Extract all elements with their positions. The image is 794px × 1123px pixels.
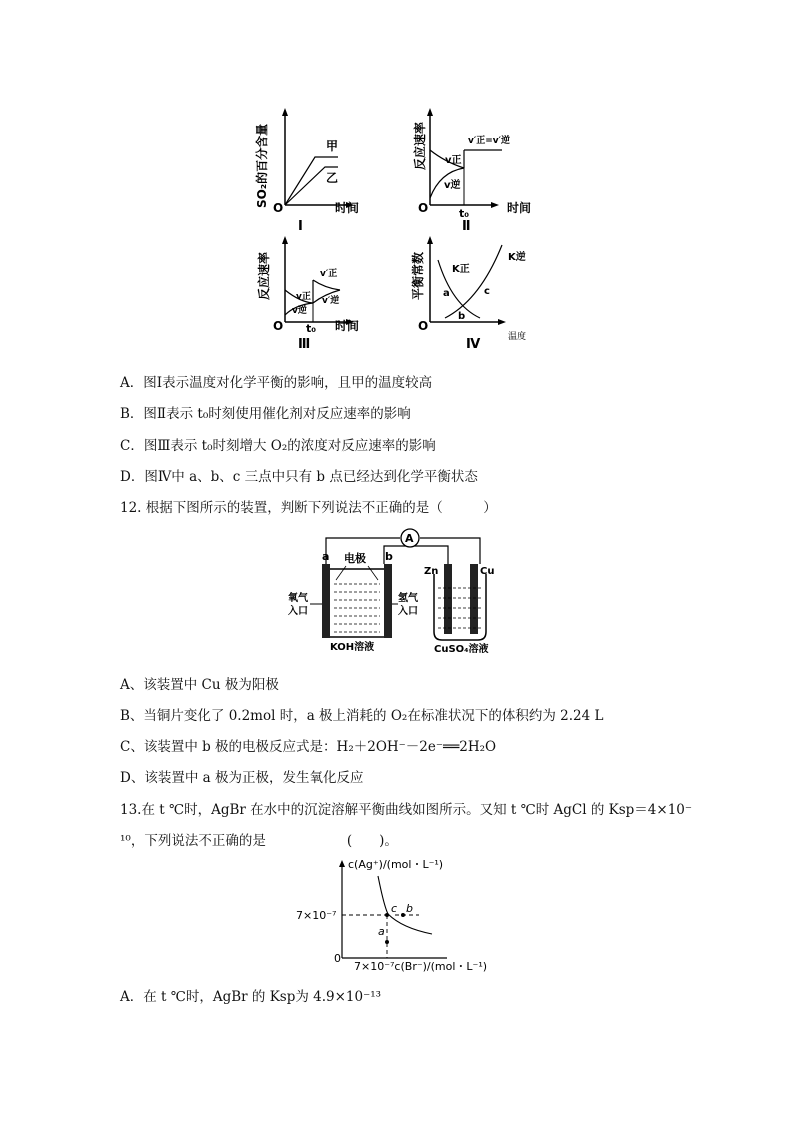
graph4-point-b: b [458,311,466,322]
point-a: a [378,925,385,938]
cuso4-solution: CuSO₄溶液 [434,644,489,655]
graph4-ylabel: 平衡常数 [411,251,425,300]
y-tick: 7×10⁻⁷ [296,909,337,922]
graph-2 [412,108,531,234]
graph3-v-fwd: v正 [296,292,311,302]
graph3-t0: t₀ [306,322,317,335]
x-axis-label: 7×10⁻⁷c(Br⁻)/(mol・L⁻¹) [354,960,488,973]
q12-option-c: C、该装置中 b 极的电极反应式是：H₂＋2OH⁻－2e⁻══2H₂O [120,739,497,755]
graph3-origin: O [273,319,284,333]
graph1-ylabel: SO₂的百分含量 [255,123,269,208]
q13-option-a: A．在 t ℃时，AgBr 的 Ksp为 4.9×10⁻¹³ [120,989,382,1005]
origin: 0 [334,952,341,965]
ammeter-label: A [405,532,414,545]
electrode-b: b [385,550,393,563]
graph2-xlabel: 时间 [507,201,532,215]
graph-4 [410,236,526,352]
zn-electrode: Zn [424,566,439,577]
graph4-k-fwd: K正 [452,264,470,275]
graph3-xlabel: 时间 [335,319,360,333]
q12-option-d: D、该装置中 a 极为正极，发生氧化反应 [120,770,364,786]
gas-oxygen: 氧气 [288,593,308,604]
graph4-point-c: c [484,286,490,297]
point-b: b [406,902,413,915]
graph2-eq: v′正=v′逆 [468,136,511,146]
graph2-v-rev: v逆 [444,180,461,191]
graph1-origin: O [273,201,284,215]
q13-figure [292,856,512,976]
q12-option-a: A、该装置中 Cu 极为阳极 [120,677,279,693]
graph4-origin: O [418,319,429,333]
graph-3 [256,236,359,352]
inlet-right: 入口 [398,606,418,617]
cu-electrode: Cu [480,566,495,577]
graph1-series-jia: 甲 [326,139,339,153]
q11-option-c: C．图Ⅲ表示 t₀时刻增大 O₂的浓度对反应速率的影响 [120,438,436,454]
graph1-roman: Ⅰ [298,219,303,234]
graph3-ylabel: 反应速率 [257,251,271,300]
graph4-xlabel: 温度 [508,332,527,342]
q11-option-d: D．图Ⅳ中 a、b、c 三点中只有 b 点已经达到化学平衡状态 [120,469,478,485]
q12-figure [288,524,498,656]
electrode-a: a [322,550,330,563]
graph4-point-a: a [443,288,450,299]
graph2-t0: t₀ [459,207,470,220]
y-axis-label: c(Ag⁺)/(mol・L⁻¹) [348,858,444,871]
gas-hydrogen: 氢气 [398,593,418,604]
point-c: c [391,902,398,915]
graph-1 [254,108,359,234]
graph4-roman: Ⅳ [466,337,481,352]
graph3-v-fwd2: v′正 [320,269,338,279]
graph4-k-rev: K逆 [508,252,526,263]
graph2-origin: O [418,201,429,215]
q12-stem: 12. 根据下图所示的装置，判断下列说法不正确的是（ ） [120,500,497,516]
graph2-ylabel: 反应速率 [413,121,427,170]
graph1-xlabel: 时间 [335,201,360,215]
q13-stem-line1: 13.在 t ℃时，AgBr 在水中的沉淀溶解平衡曲线如图所示。又知 t ℃时 AgCl 的 Ksp＝4×10⁻ [120,802,693,818]
electrode-label: 电极 [344,552,366,565]
q11-option-a: A．图Ⅰ表示温度对化学平衡的影响，且甲的温度较高 [120,375,433,391]
q11-figure [240,100,550,355]
graph3-v-rev2: v′逆 [322,296,340,306]
graph2-v-fwd: v正 [445,155,462,166]
graph2-roman: Ⅱ [462,219,471,234]
inlet-left: 入口 [288,606,308,617]
graph3-v-rev: v逆 [292,306,307,316]
q11-option-b: B．图Ⅱ表示 t₀时刻使用催化剂对反应速率的影响 [120,406,411,422]
graph3-roman: Ⅲ [298,337,311,352]
q12-option-b: B、当铜片变化了 0.2mol 时，a 极上消耗的 O₂在标准状况下的体积约为 2.24 L [120,708,604,724]
q13-stem-line2: ¹⁰，下列说法不正确的是 ( )。 [120,833,398,849]
graph1-series-yi: 乙 [326,171,339,185]
koh-solution: KOH溶液 [330,642,375,653]
